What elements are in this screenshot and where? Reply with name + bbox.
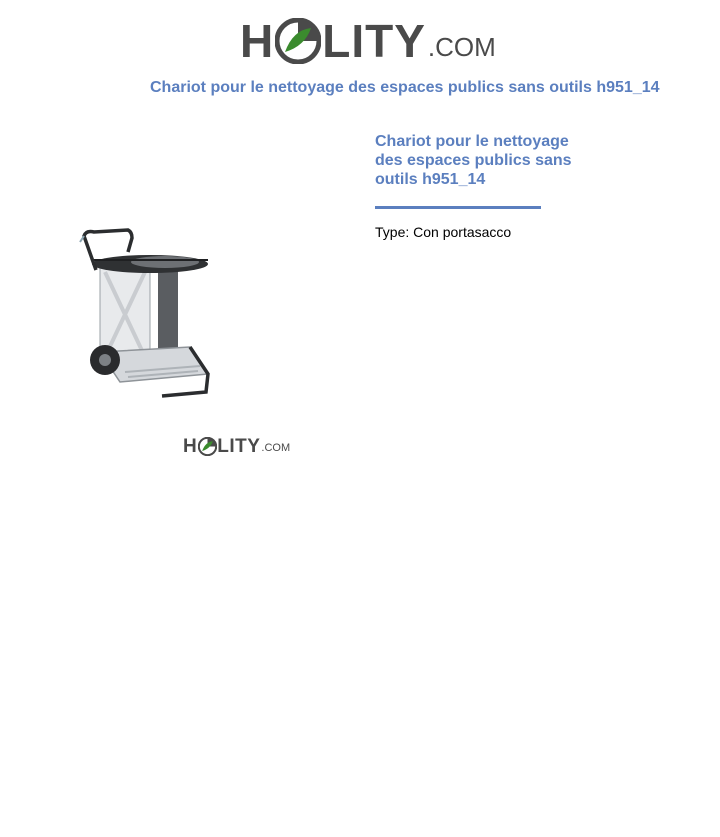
cleaning-cart-image [70,222,220,402]
holity-logo[interactable] [240,12,496,67]
product-type-line [375,224,511,240]
holity-small-logo [183,432,290,456]
product-heading: Chariot pour le nettoyage des espaces publics sans outils h951_14 [375,133,572,188]
type-value: Con portasacco [413,224,512,240]
logo-text-start: H [240,15,275,67]
logo-text-end: LITY [322,15,426,67]
small-logo-text-start: H [183,436,198,457]
logo-dotcom: .COM [427,32,496,62]
heading-underline [375,206,541,209]
logo-o-icon [275,18,321,64]
small-logo-text-end: LITY [217,436,261,457]
type-label: Type: [375,224,410,240]
page-title: Chariot pour le nettoyage des espaces publics sans outils h951_14 [150,79,660,96]
small-logo-o-icon [198,437,217,456]
small-logo-dotcom: .COM [261,442,291,454]
